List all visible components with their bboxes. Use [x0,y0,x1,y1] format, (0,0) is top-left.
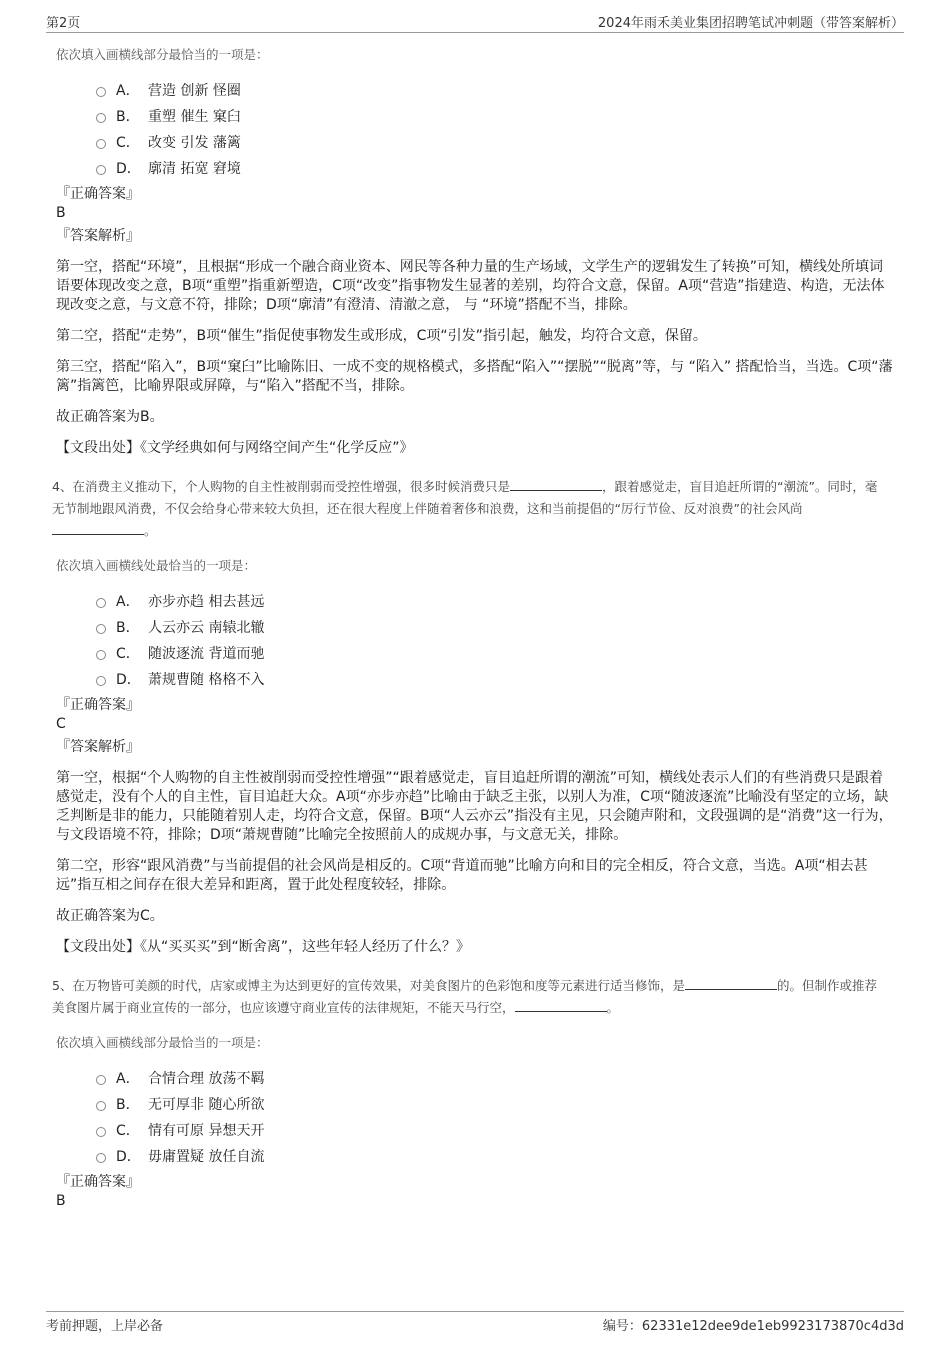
option-text: 毋庸置疑 放任自流 [148,1149,265,1165]
document-code [603,1315,904,1334]
options-list [96,1065,896,1169]
correct-answer: B [56,1193,66,1209]
main-content [52,45,896,1211]
analysis-conclusion: 故正确答案为B。 [56,409,164,425]
correct-answer: B [56,205,66,221]
option-text: 亦步亦趋 相去甚远 [148,594,265,610]
radio-icon[interactable] [96,650,106,660]
question-prompt: 依次填入画横线部分最恰当的一项是： [56,47,269,62]
passage-source: 【文段出处】《文学经典如何与网络空间产生“化学反应”》 [56,440,414,456]
analysis-paragraph: 第二空，搭配“走势”，B项“催生”指促使事物发生或形成，C项“引发”指引起，触发，均符合文意，保留。 [56,328,707,344]
options-list [96,588,896,692]
correct-answer-label: 『正确答案』 [56,697,140,713]
option-key: B． [116,1097,140,1113]
option-d[interactable] [96,1143,896,1169]
page-footer [46,1311,904,1335]
option-a[interactable] [96,77,896,103]
options-list [96,77,896,181]
option-text: 合情合理 放荡不羁 [148,1071,265,1087]
option-c[interactable] [96,640,896,666]
radio-icon[interactable] [96,1153,106,1163]
option-key: A． [116,83,140,99]
page-number: 第2页 [46,16,81,31]
radio-icon[interactable] [96,1075,106,1085]
correct-answer: C [56,716,66,732]
option-text: 萧规曹随 格格不入 [148,672,265,688]
option-c[interactable] [96,129,896,155]
option-key: A． [116,594,140,610]
option-key: D． [116,672,141,688]
radio-icon[interactable] [96,1101,106,1111]
document-title: 2024年雨禾美业集团招聘笔试冲刺题（带答案解析） [597,16,904,31]
radio-icon[interactable] [96,598,106,608]
radio-icon[interactable] [96,624,106,634]
option-c[interactable] [96,1117,896,1143]
option-key: B． [116,109,140,125]
option-key: B． [116,620,140,636]
option-key: D． [116,1149,141,1165]
option-b[interactable] [96,1091,896,1117]
question-prompt: 依次填入画横线部分最恰当的一项是： [56,1035,269,1050]
option-key: D． [116,161,141,177]
stem-text: ，跟着感觉走，盲目追赶所谓的“潮流”。同时，毫无节制地跟风消费，不仅会给身心带来较大负担，还在很大程度上伴随着奢侈和浪费，这和当前提倡的“厉行节俭、反对浪费”的社会风尚 [52,479,878,516]
option-text: 无可厚非 随心所欲 [148,1097,265,1113]
question-5 [52,975,896,1211]
analysis-paragraph: 第一空，搭配“环境”，且根据“形成一个融合商业资本、网民等各种力量的生产场域，文学生产的逻辑发生了转换”可知，横线处所填词语要体现改变之意，B项“重塑”指重新塑造，C项“改变”指事物发生显著的差别，均符合文意，保留。A项“营造”指建造、构造，无法体现改变之意，与文意不符，排除；D项“廓清”有澄清、清澈之意， 与 “环境”搭配不当，排除。 [56,259,885,313]
analysis-label: 『答案解析』 [56,228,140,244]
option-text: 随波逐流 背道而驰 [148,646,265,662]
question-4 [52,476,896,957]
option-text: 廓清 拓宽 窘境 [148,161,241,177]
option-b[interactable] [96,103,896,129]
option-text: 营造 创新 怪圈 [148,83,241,99]
passage-source: 【文段出处】《从“买买买”到“断舍离”，这些年轻人经历了什么？》 [56,939,471,955]
option-text: 改变 引发 藩篱 [148,135,241,151]
analysis-conclusion: 故正确答案为C。 [56,908,164,924]
option-d[interactable] [96,155,896,181]
question-prompt: 依次填入画横线处最恰当的一项是： [56,558,257,573]
footer-slogan: 考前押题，上岸必备 [46,1319,164,1334]
answer-blank [510,478,602,491]
analysis-label: 『答案解析』 [56,739,140,755]
question-stem [52,476,884,542]
option-text: 人云亦云 南辕北辙 [148,620,265,636]
stem-text: 4、在消费主义推动下，个人购物的自主性被削弱而受控性增强，很多时候消费只是 [52,479,510,494]
stem-text: 的。但制作或推荐美食图片属于商业宣传的一部分，也应该遵守商业宣传的法律规矩，不能天马行空， [52,978,877,1015]
stem-text: 。 [606,1000,620,1015]
option-d[interactable] [96,666,896,692]
code-label: 编号： [602,1319,642,1334]
option-b[interactable] [96,614,896,640]
page-header [46,12,904,33]
stem-text: 5、在万物皆可美颜的时代，店家或博主为达到更好的宣传效果，对美食图片的色彩饱和度等元素进行适当修饰，是 [52,978,685,993]
code-value: 62331e12dee9de1eb9923173870c4d3d [641,1319,904,1334]
answer-blank [52,522,144,535]
answer-blank [685,977,777,990]
option-key: C． [116,1123,140,1139]
radio-icon[interactable] [96,87,106,97]
radio-icon[interactable] [96,139,106,149]
question-3 [56,45,896,458]
correct-answer-label: 『正确答案』 [56,186,140,202]
option-text: 情有可原 异想天开 [148,1123,265,1139]
answer-blank [515,999,607,1012]
option-text: 重塑 催生 窠臼 [148,109,241,125]
radio-icon[interactable] [96,165,106,175]
radio-icon[interactable] [96,113,106,123]
option-key: A． [116,1071,140,1087]
option-a[interactable] [96,1065,896,1091]
analysis-paragraph: 第三空，搭配“陷入”，B项“窠臼”比喻陈旧、一成不变的规格模式，多搭配“陷入”“摆脱”“脱离”等，与 “陷入” 搭配恰当，当选。C项“藩篱”指篱笆，比喻界限或屏障，与“陷入”搭配不当，排除。 [56,359,893,394]
analysis-paragraph: 第一空，根据“个人购物的自主性被削弱而受控性增强”“跟着感觉走，盲目追赶所谓的潮流”可知，横线处表示人们的有些消费只是跟着感觉走，没有个人的自主性，盲目追赶大众。A项“亦步亦趋”比喻由于缺乏主张，以别人为准，C项“随波逐流”比喻没有坚定的立场，缺乏判断是非的能力，只能随着别人走，均符合文意，保留。B项“人云亦云”指没有主见，只会随声附和，文段强调的是“消费”这一行为，与文段语境不符，排除；D项“萧规曹随”比喻完全按照前人的成规办事，与文意无关，排除。 [56,770,893,843]
option-key: C． [116,646,140,662]
analysis-paragraph: 第二空，形容“跟风消费”与当前提倡的社会风尚是相反的。C项“背道而驰”比喻方向和目的完全相反，符合文意，当选。A项“相去甚远”指互相之间存在很大差异和距离，置于此处程度较轻，排除。 [56,858,868,893]
radio-icon[interactable] [96,1127,106,1137]
radio-icon[interactable] [96,676,106,686]
stem-text: 。 [144,523,157,538]
option-a[interactable] [96,588,896,614]
correct-answer-label: 『正确答案』 [56,1174,140,1190]
question-stem [52,975,884,1019]
option-key: C． [116,135,140,151]
